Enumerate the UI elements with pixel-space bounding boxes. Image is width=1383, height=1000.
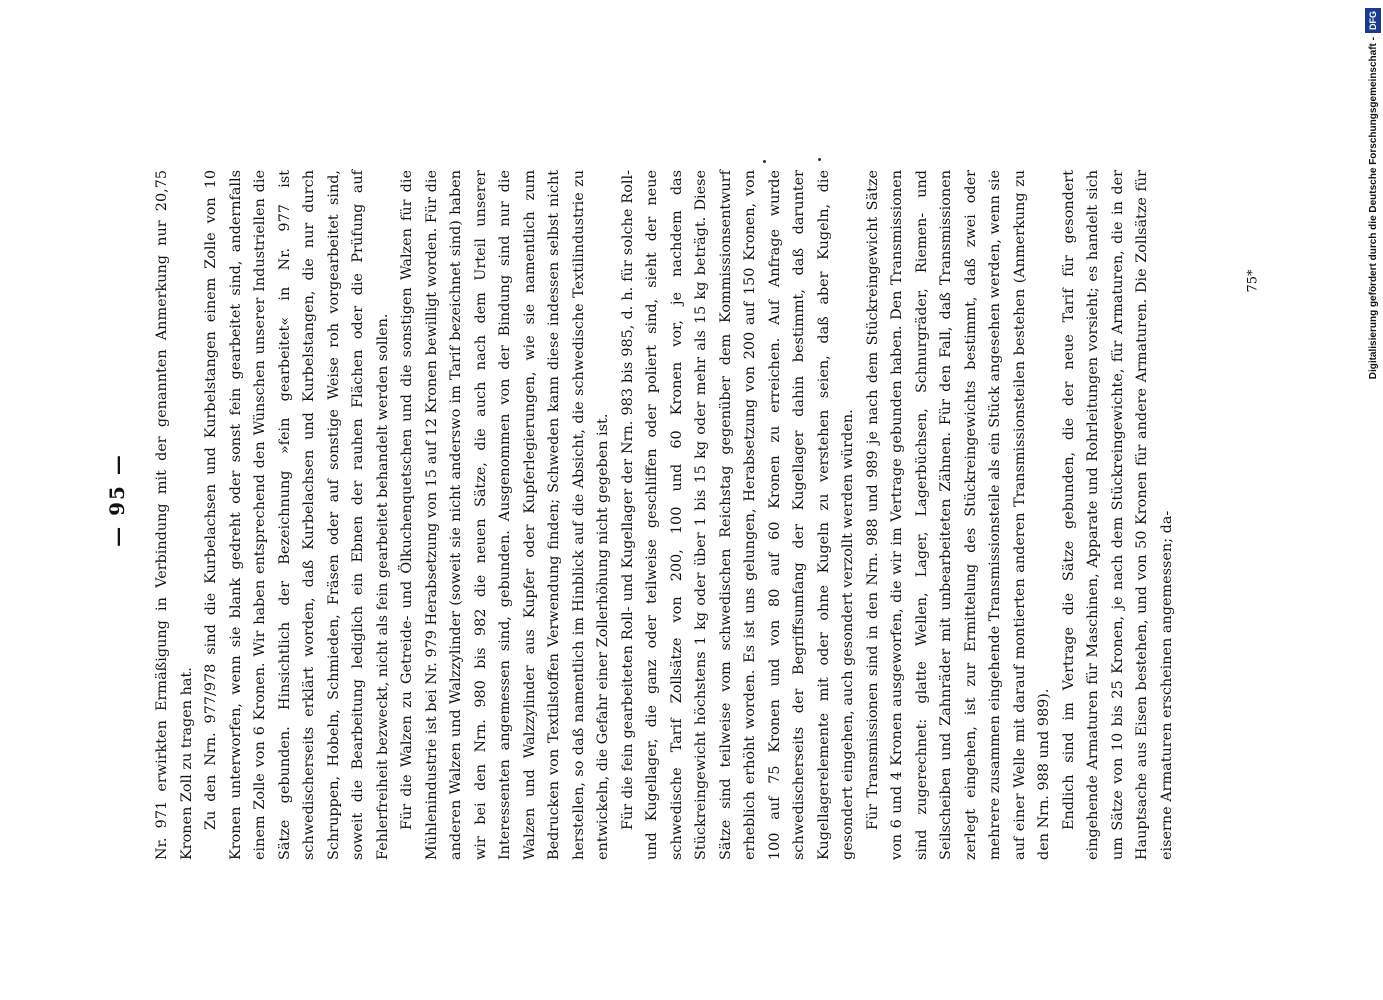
signature-mark bbox=[1238, 270, 1268, 300]
credit-text: Digitalisierung gefördert durch die Deutsche Forschungsgemeinschaft - bbox=[1368, 37, 1379, 380]
paragraph: Zu den Nrn. 977/978 sind die Kurbelachsen und Kurbelstangen einem Zolle von 10 Kronen unterworfen, wenn sie blank gedreht oder sonst fein gearbeitet sind, andernfalls einem Zolle von 6 Kronen. Wir haben entsprechend den Wünschen unserer Industriellen die Sätze gebunden. Hinsichtlich der Bezeichnung »fein gearbeitet« in Nr. 977 ist schwedischerseits erklärt worden, daß Kurbelachsen und Kurbelstangen, die nur durch Schruppen, Hobeln, Schmieden, Fräsen oder auf sonstige Weise roh vorgearbeitet sind, soweit die Bearbeitung lediglich ein Ebnen der rauhen Flächen oder die Prüfung auf Fehlerfreiheit bezweckt, nicht als fein gearbeitet behandelt werden sollen. bbox=[203, 170, 391, 860]
signature-text: 75* bbox=[1245, 269, 1261, 293]
dfg-logo: DFG bbox=[1365, 8, 1381, 33]
speck bbox=[818, 158, 821, 161]
paragraph: Für die Walzen zu Getreide- und Ölkuchenquetschen und die sonstigen Walzen für die Mühlenindustrie ist bei Nr. 979 Herabsetzung von 15 auf 12 Kronen bewilligt worden. Für die anderen Walzen und Walzzylinder (soweit sie nicht anderswo im Tarif bezeichnet sind) haben wir bei den Nrn. 980 bis 982 die neuen Sätze, die auch nach dem Urteil unserer Interessenten angemessen sind, gebunden. Ausgenommen von der Bindung sind nur die Walzen und Walzzylinder aus Kupfer oder Kupferlegierungen, wie sie namentlich zum Bedrucken von Textilstoffen Verwendung finden; Schweden kann diese indessen selbst nicht herstellen, so daß namentlich im Hinblick auf die Absicht, die schwedische Textilindustrie zu entwickeln, die Gefahr einer Zollerhöhung nicht gegeben ist. bbox=[399, 170, 611, 860]
speck bbox=[763, 160, 766, 163]
paragraph: Nr. 971 erwirkten Ermäßigung in Verbindung mit der genannten Anmerkung nur 20,75 Kronen Zoll zu tragen hat. bbox=[154, 170, 195, 860]
page-number: — 95 — bbox=[105, 453, 129, 547]
paragraph: Für Transmissionen sind in den Nrn. 988 und 989 je nach dem Stückreingewicht Sätze von 6 und 4 Kronen ausgeworfen, die wir im Vertrage gebunden haben. Den Transmissionen sind zugerechnet: glatte Wellen, Lager, Lagerbüchsen, Schnurgräder, Riemen- und Seilscheiben und Zahnräder mit unbearbeiteten Zähnen. Für den Fall, daß Transmissionen zerlegt eingehen, ist zur Ermittelung des Stückreingewichts bestimmt, daß zwei oder mehrere zusammen eingehende Transmissionsteile als ein Stück angesehen werden, wenn sie auf einer Welle mit darauf montierten anderen Transmissionsteilen bestehen (Anmerkung zu den Nrn. 988 und 989). bbox=[864, 170, 1052, 860]
text-column bbox=[150, 170, 1175, 860]
paragraph: Endlich sind im Vertrage die Sätze gebunden, die der neue Tarif für gesondert eingehende Armaturen für Maschinen, Apparate und Rohrleitungen vorsieht; es handelt sich um Sätze von 10 bis 25 Kronen, je nach dem Stückreingewichte, für Armaturen, die in der Hauptsache aus Eisen bestehen, und von 50 Kronen für andere Armaturen. Die Zollsätze für eiserne Armaturen erscheinen angemessen; da- bbox=[1060, 170, 1175, 860]
dfg-credit bbox=[1365, 8, 1381, 988]
page-header bbox=[95, 340, 155, 660]
paragraph: Für die fein gearbeiteten Roll- und Kugellager der Nrn. 983 bis 985, d. h. für solche Roll- und Kugellager, die ganz oder teilweise geschliffen oder poliert sind, sieht der neue schwedische Tarif Zollsätze von 200, 100 und 60 Kronen vor, je nachdem das Stückreingewicht höchstens 1 kg oder über 1 bis 15 kg oder mehr als 15 kg beträgt. Diese Sätze sind teilweise vom schwedischen Reichstag gegenüber dem Kommissionsentwurf erheblich erhöht worden. Es ist uns gelungen, Herabsetzung von 200 auf 150 Kronen, von 100 auf 75 Kronen und von 80 auf 60 Kronen zu erreichen. Auf Anfrage wurde schwedischerseits der Begriffsumfang der Kugellager dahin bestimmt, daß darunter Kugellagerelemente mit oder ohne Kugeln zu verstehen seien, daß aber Kugeln, die gesondert eingehen, auch gesondert verzollt werden würden. bbox=[619, 170, 856, 860]
